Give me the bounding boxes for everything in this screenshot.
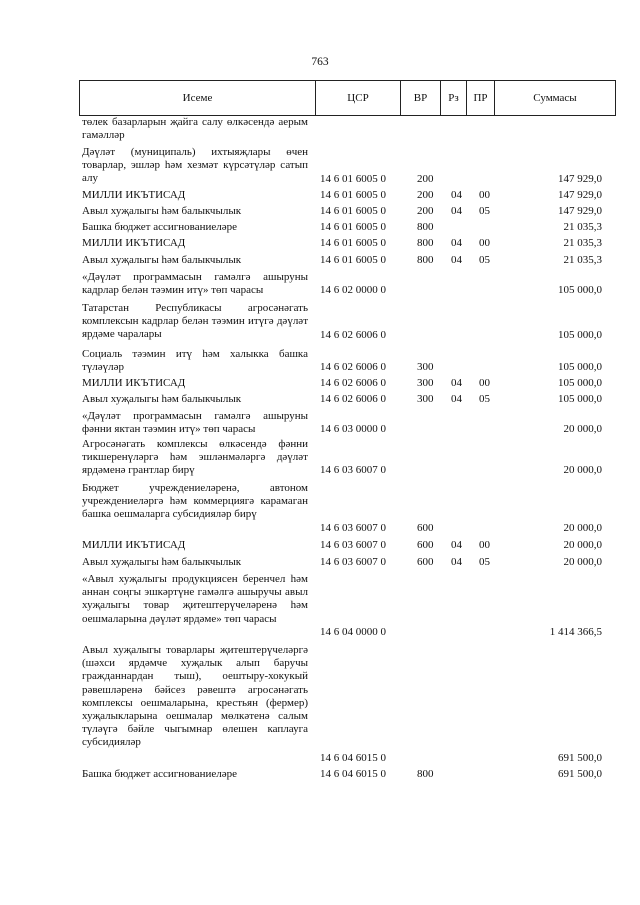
column-header-pr: ПР bbox=[467, 81, 495, 115]
row-csr: 14 6 02 6006 0 bbox=[320, 361, 386, 373]
row-csr: 14 6 02 6006 0 bbox=[320, 329, 386, 341]
table-row bbox=[0, 237, 640, 251]
row-sum: 691 500,0 bbox=[558, 752, 602, 764]
row-name: Башка бюджет ассигнованиеләре bbox=[82, 768, 237, 780]
column-header-name: Исеме bbox=[80, 81, 316, 115]
table-row bbox=[0, 189, 640, 203]
table-row bbox=[0, 556, 640, 570]
row-rz: 04 bbox=[451, 254, 462, 266]
row-sum: 147 929,0 bbox=[558, 205, 602, 217]
row-vr: 600 bbox=[417, 539, 434, 551]
row-pr: 05 bbox=[479, 393, 490, 405]
row-name: Башка бюджет ассигнованиеләре bbox=[82, 221, 237, 233]
table-row bbox=[0, 116, 640, 142]
row-csr: 14 6 02 6006 0 bbox=[320, 393, 386, 405]
row-sum: 105 000,0 bbox=[558, 393, 602, 405]
row-vr: 200 bbox=[417, 173, 434, 185]
row-pr: 05 bbox=[479, 254, 490, 266]
row-csr: 14 6 02 6006 0 bbox=[320, 377, 386, 389]
table-row bbox=[0, 221, 640, 235]
row-name: Социаль тәэмин итү һәм халыкка башка түләүләр bbox=[82, 348, 308, 374]
row-csr: 14 6 01 6005 0 bbox=[320, 254, 386, 266]
row-name: Авыл хуҗалыгы һәм балыкчылык bbox=[82, 393, 242, 405]
column-header-vr: ВР bbox=[401, 81, 441, 115]
row-csr: 14 6 01 6005 0 bbox=[320, 237, 386, 249]
row-pr: 05 bbox=[479, 556, 490, 568]
row-name: Авыл хуҗалыгы һәм балыкчылык bbox=[82, 254, 242, 266]
row-sum: 105 000,0 bbox=[558, 361, 602, 373]
row-vr: 200 bbox=[417, 189, 434, 201]
table-row bbox=[0, 768, 640, 782]
row-vr: 600 bbox=[417, 522, 434, 534]
row-name: МИЛЛИ ИКЪТИСАД bbox=[82, 237, 186, 249]
row-name: МИЛЛИ ИКЪТИСАД bbox=[82, 539, 186, 551]
row-name: Авыл хуҗалыгы һәм балыкчылык bbox=[82, 556, 242, 568]
row-vr: 300 bbox=[417, 377, 434, 389]
table-row bbox=[0, 302, 640, 342]
column-header-csr: ЦСР bbox=[316, 81, 401, 115]
row-csr: 14 6 03 6007 0 bbox=[320, 539, 386, 551]
row-name: Авыл хуҗалыгы товарлары җитештерүчеләргә (шәхси ярдәмче хуҗалык алып баручы гражданнардан тыш), оештыру-хокукый рәвешләренә бәйсез рәвештә агросәнәгать комплексы оешмаларына, крестьян (фермер) хуҗалыкларына оешмалар мөлкәтенә салым түләүгә бәйле чыгымнар өлешен каплауга субсидияләр bbox=[82, 644, 308, 749]
row-vr: 800 bbox=[417, 237, 434, 249]
table-row bbox=[0, 482, 640, 535]
row-sum: 20 000,0 bbox=[563, 539, 602, 551]
row-name: «Авыл хуҗалыгы продукциясен беренчел һәм аннан соңгы эшкәртүне гамәлгә ашыручы авыл хуҗалыгы товар җитештерүчеләренә һәм оешмаларына дәүләт ярдәме» төп чарасы bbox=[82, 573, 308, 625]
row-vr: 300 bbox=[417, 393, 434, 405]
column-header-sum: Суммасы bbox=[533, 92, 577, 104]
table-row bbox=[0, 377, 640, 391]
row-rz: 04 bbox=[451, 393, 462, 405]
row-sum: 21 035,3 bbox=[563, 254, 602, 266]
table-row bbox=[0, 254, 640, 268]
row-name: Агросәнәгать комплексы өлкәсендә фәнни тикшеренүләргә һәм эшләнмәләргә дәүләт ярдәменә грантлар бирү bbox=[82, 438, 308, 477]
table-row bbox=[0, 539, 640, 553]
table-row bbox=[0, 644, 640, 764]
row-csr: 14 6 03 0000 0 bbox=[320, 423, 386, 435]
row-sum: 1 414 366,5 bbox=[549, 626, 602, 638]
table-row bbox=[0, 271, 640, 298]
row-rz: 04 bbox=[451, 556, 462, 568]
row-sum: 20 000,0 bbox=[563, 423, 602, 435]
row-name: «Дәүләт программасын гамәлгә ашыруны фәнни яктан тәэмин итү» төп чарасы bbox=[82, 410, 308, 436]
row-rz: 04 bbox=[451, 205, 462, 217]
row-csr: 14 6 04 0000 0 bbox=[320, 626, 386, 638]
row-name: МИЛЛИ ИКЪТИСАД bbox=[82, 189, 186, 201]
row-csr: 14 6 03 6007 0 bbox=[320, 556, 386, 568]
row-name: Авыл хуҗалыгы һәм балыкчылык bbox=[82, 205, 242, 217]
row-vr: 600 bbox=[417, 556, 434, 568]
row-name: МИЛЛИ ИКЪТИСАД bbox=[82, 377, 186, 389]
row-csr: 14 6 04 6015 0 bbox=[320, 752, 386, 764]
row-csr: 14 6 01 6005 0 bbox=[320, 221, 386, 233]
row-rz: 04 bbox=[451, 237, 462, 249]
row-csr: 14 6 01 6005 0 bbox=[320, 205, 386, 217]
row-sum: 21 035,3 bbox=[563, 237, 602, 249]
row-sum: 691 500,0 bbox=[558, 768, 602, 780]
table-row bbox=[0, 393, 640, 407]
column-header-rz: Рз bbox=[441, 81, 467, 115]
row-sum: 21 035,3 bbox=[563, 221, 602, 233]
row-pr: 00 bbox=[479, 237, 490, 249]
row-vr: 300 bbox=[417, 361, 434, 373]
row-name: Бюджет учреждениеләренә, автоном учреждениеләргә һәм коммерциягә карамаган башка оешмаларга субсидияләр бирү bbox=[82, 482, 308, 521]
row-rz: 04 bbox=[451, 539, 462, 551]
row-pr: 00 bbox=[479, 539, 490, 551]
row-csr: 14 6 01 6005 0 bbox=[320, 189, 386, 201]
row-vr: 800 bbox=[417, 254, 434, 266]
row-name: «Дәүләт программасын гамәлгә ашыруны кадрлар белән тәэмин итү» төп чарасы bbox=[82, 271, 308, 297]
row-csr: 14 6 02 0000 0 bbox=[320, 284, 386, 296]
row-sum: 147 929,0 bbox=[558, 173, 602, 185]
row-name: Дәүләт (муниципаль) ихтыяҗлары өчен товарлар, эшләр һәм хезмәт күрсәтүләр сатып алу bbox=[82, 146, 308, 185]
row-sum: 147 929,0 bbox=[558, 189, 602, 201]
row-pr: 00 bbox=[479, 377, 490, 389]
row-sum: 20 000,0 bbox=[563, 556, 602, 568]
table-row bbox=[0, 573, 640, 639]
row-pr: 05 bbox=[479, 205, 490, 217]
table-row bbox=[0, 348, 640, 375]
table-header bbox=[79, 80, 616, 116]
table-row bbox=[0, 205, 640, 219]
row-pr: 00 bbox=[479, 189, 490, 201]
row-sum: 105 000,0 bbox=[558, 377, 602, 389]
page-number: 763 bbox=[311, 56, 329, 68]
row-vr: 200 bbox=[417, 205, 434, 217]
row-csr: 14 6 03 6007 0 bbox=[320, 464, 386, 476]
row-name: Татарстан Республикасы агросәнәгать комплексын кадрлар белән тәэмин итүгә дәүләт ярдәме чаралары bbox=[82, 302, 308, 341]
row-vr: 800 bbox=[417, 768, 434, 780]
table-row bbox=[0, 438, 640, 478]
table-row bbox=[0, 146, 640, 186]
row-vr: 800 bbox=[417, 221, 434, 233]
row-sum: 105 000,0 bbox=[558, 329, 602, 341]
table-row bbox=[0, 410, 640, 437]
row-csr: 14 6 03 6007 0 bbox=[320, 522, 386, 534]
row-sum: 105 000,0 bbox=[558, 284, 602, 296]
row-rz: 04 bbox=[451, 189, 462, 201]
row-csr: 14 6 01 6005 0 bbox=[320, 173, 386, 185]
row-name: төлек базарларын җайга салу өлкәсендә аерым гамәлләр bbox=[82, 116, 308, 142]
row-csr: 14 6 04 6015 0 bbox=[320, 768, 386, 780]
row-rz: 04 bbox=[451, 377, 462, 389]
row-sum: 20 000,0 bbox=[563, 522, 602, 534]
row-sum: 20 000,0 bbox=[563, 464, 602, 476]
